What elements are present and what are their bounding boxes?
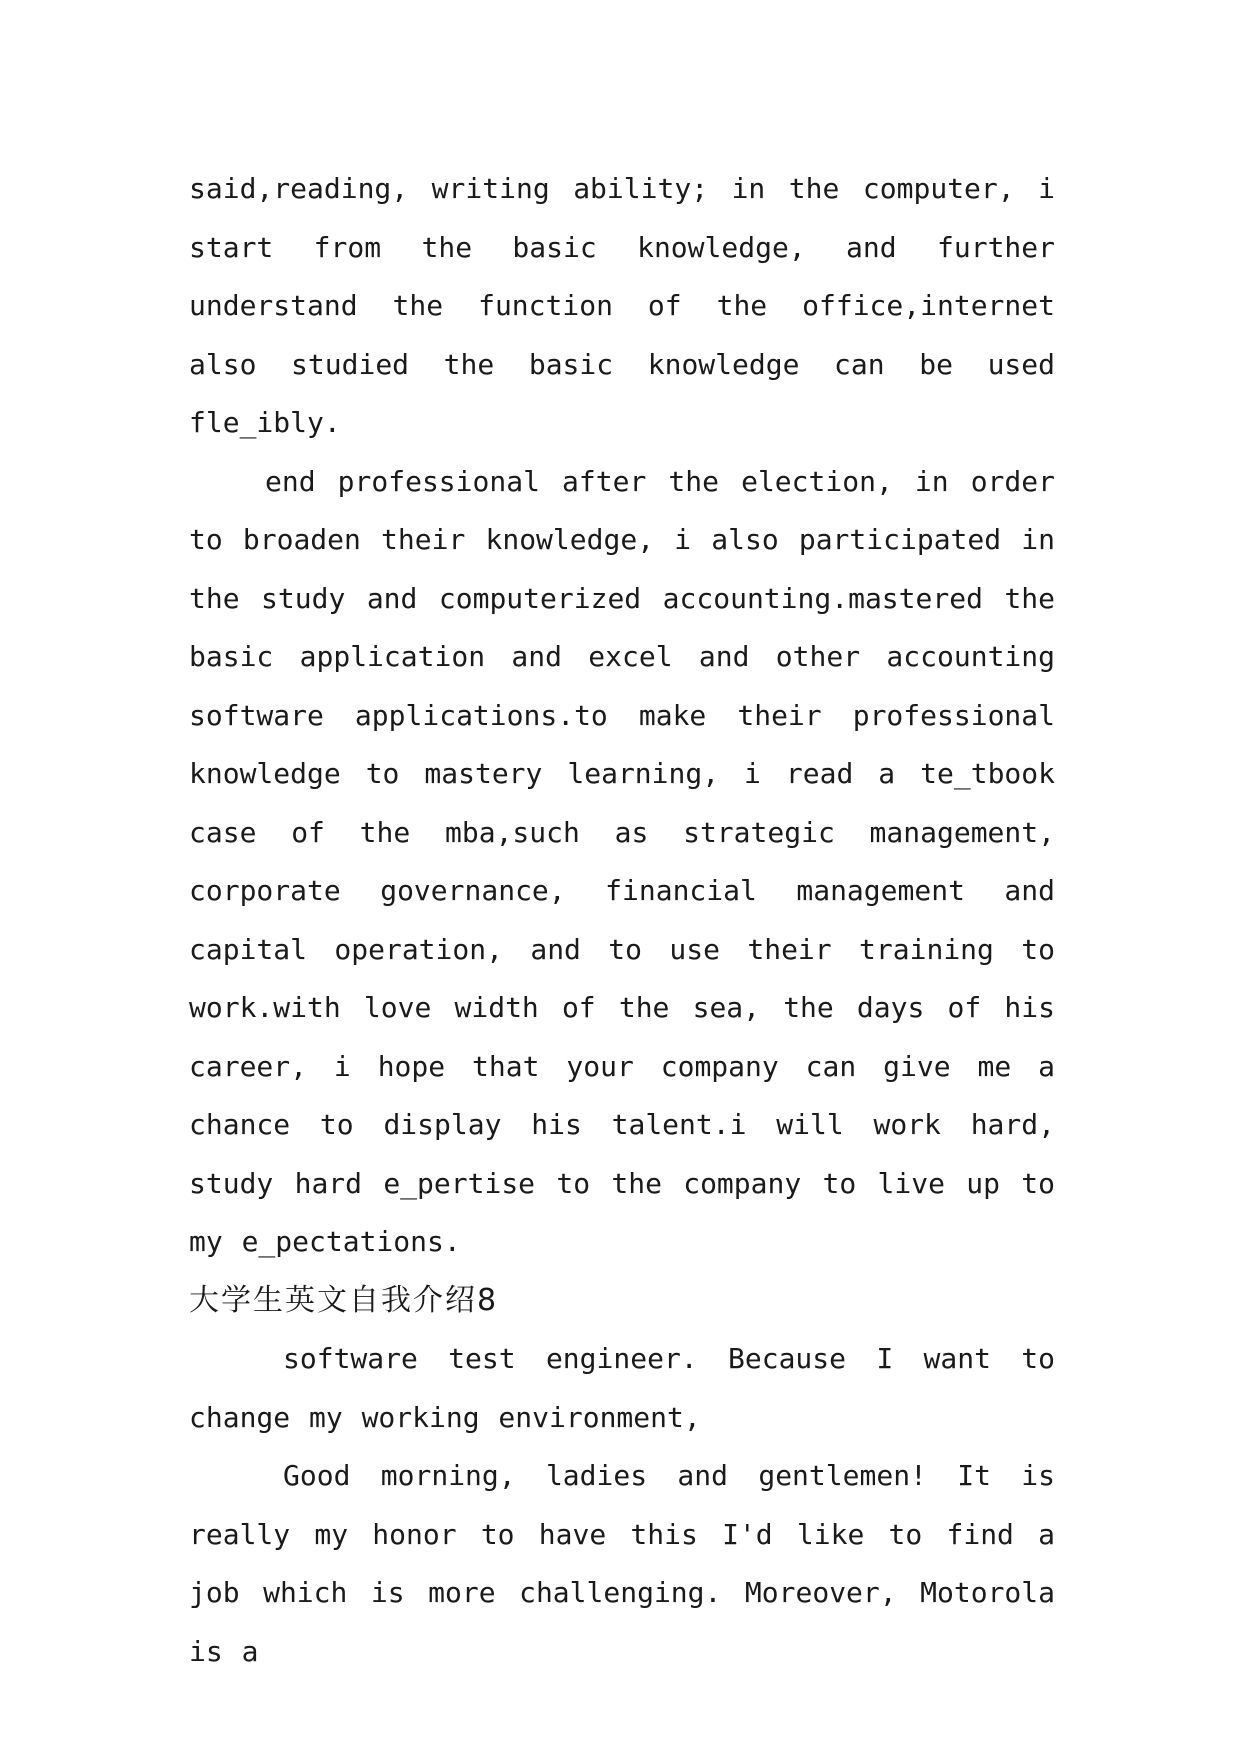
paragraph-continuation: said,reading, writing ability; in the computer, i start from the basic knowledge, and further understand the function of the office,internet also studied the basic knowledge can be used fle_ibly. xyxy=(189,172,1055,439)
paragraph-intro-reason: software test engineer. Because I want to change my working environment, xyxy=(189,1342,1055,1434)
paragraph-greeting: Good morning, ladies and gentlemen! It is really my honor to have this I'd like to find a job which is more challenging. Moreover, Motorola is a xyxy=(189,1459,1055,1668)
section-heading: 大学生英文自我介绍8 xyxy=(189,1282,499,1318)
document-page xyxy=(189,160,1055,1681)
paragraph-education: end professional after the election, in order to broaden their knowledge, i also participated in the study and computerized accounting.mastered the basic application and excel and other accounting software applications.to make their professional knowledge to mastery learning, i read a te_tbook case of the mba,such as strategic management, corporate governance, financial management and capital operation, and to use their training to work.with love width of the sea, the days of his career, i hope that your company can give me a chance to display his talent.i will work hard, study hard e_pertise to the company to live up to my e_pectations. xyxy=(189,464,1055,1258)
